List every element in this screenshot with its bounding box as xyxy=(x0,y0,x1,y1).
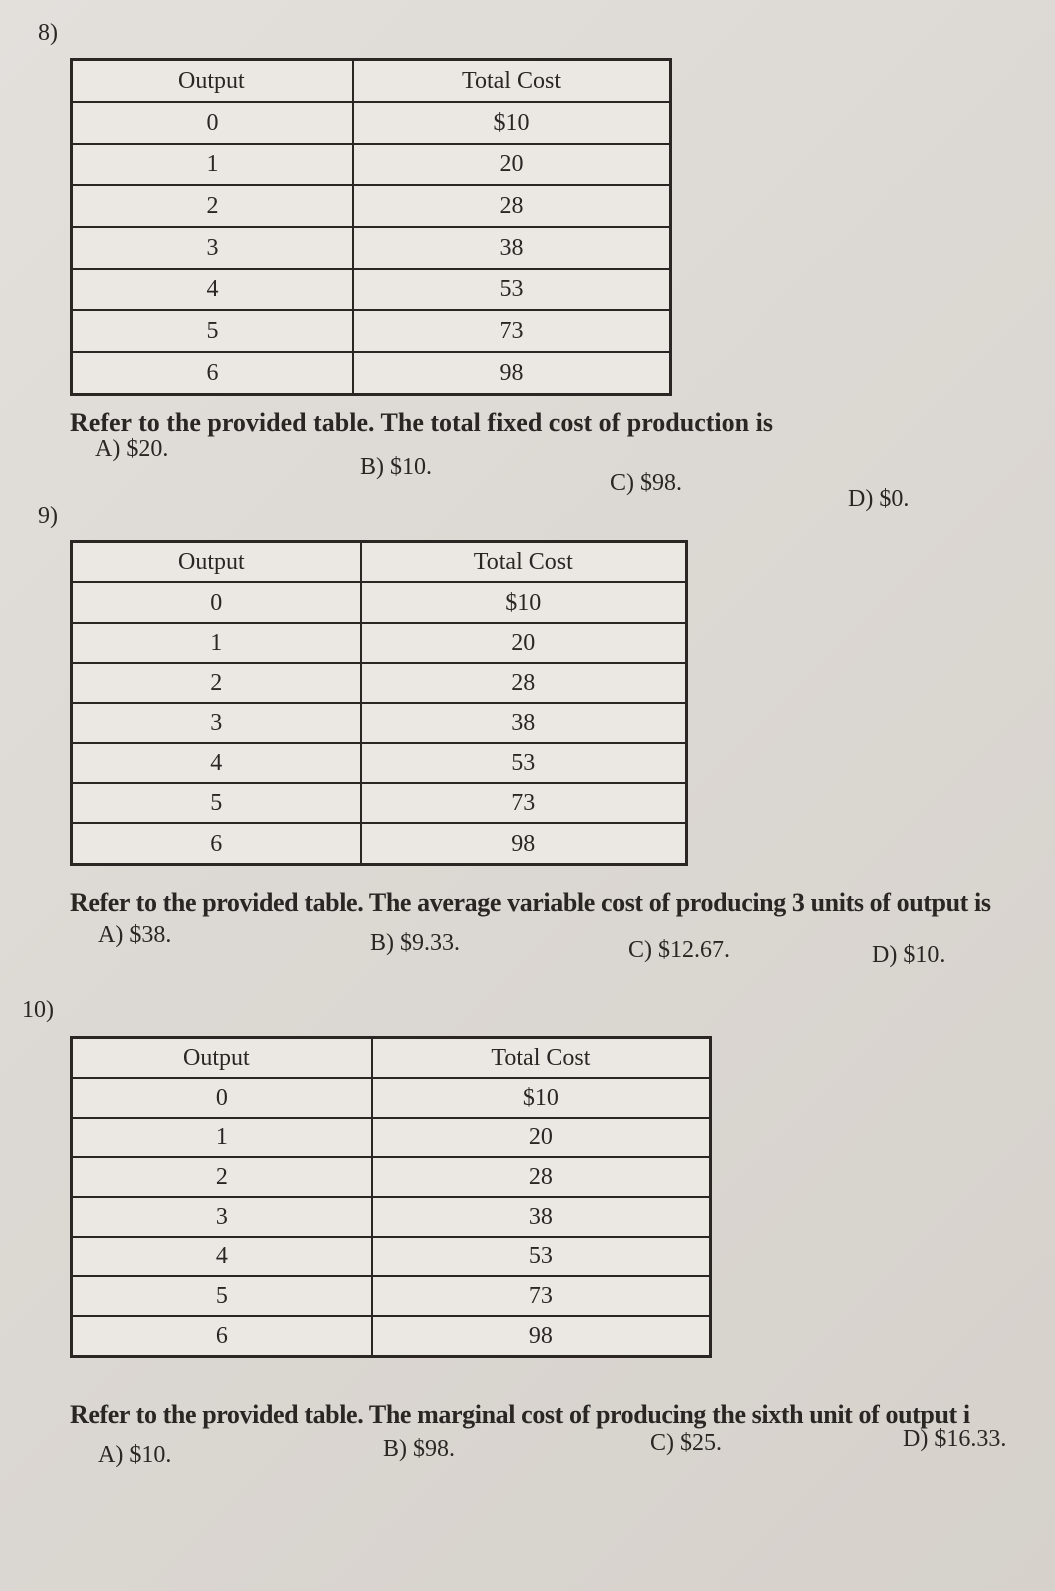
total-cost-cell: 98 xyxy=(361,823,687,864)
question-10-option-b[interactable]: B) $98. xyxy=(383,1436,455,1462)
output-cell: 3 xyxy=(72,227,354,269)
question-10-table xyxy=(70,1036,712,1358)
question-10-prompt: Refer to the provided table. The marginal cost of producing the sixth unit of output i xyxy=(70,1400,970,1429)
total-cost-cell: 98 xyxy=(353,352,670,395)
table-row xyxy=(72,1316,711,1357)
table-row xyxy=(72,743,687,783)
output-cell: 0 xyxy=(72,102,354,144)
output-cell: 4 xyxy=(72,269,354,311)
table-row xyxy=(72,582,687,622)
output-cell: 5 xyxy=(72,1276,372,1316)
output-cell: 1 xyxy=(72,623,361,663)
table-row xyxy=(72,1276,711,1316)
question-9-option-b[interactable]: B) $9.33. xyxy=(370,930,460,956)
output-cell: 6 xyxy=(72,1316,372,1357)
table-row xyxy=(72,227,671,269)
question-8-option-c[interactable]: C) $98. xyxy=(610,470,682,496)
question-9-option-a[interactable]: A) $38. xyxy=(98,922,172,948)
total-cost-cell: 38 xyxy=(353,227,670,269)
question-10-number: 10) xyxy=(22,997,54,1023)
header-total-cost: Total Cost xyxy=(353,60,670,102)
header-total-cost: Total Cost xyxy=(372,1038,711,1078)
header-total-cost: Total Cost xyxy=(361,542,687,583)
table-row xyxy=(72,185,671,227)
output-cell: 1 xyxy=(72,144,354,186)
table-row xyxy=(72,269,671,311)
output-cell: 0 xyxy=(72,1078,372,1118)
table-header-row xyxy=(72,542,687,583)
output-cell: 2 xyxy=(72,1157,372,1197)
question-8-option-d[interactable]: D) $0. xyxy=(848,486,910,512)
question-9-table xyxy=(70,540,688,866)
output-cell: 2 xyxy=(72,185,354,227)
table-row xyxy=(72,1237,711,1277)
total-cost-cell: 73 xyxy=(372,1276,711,1316)
output-cell: 3 xyxy=(72,1197,372,1237)
output-cell: 3 xyxy=(72,703,361,743)
question-10-option-d[interactable]: D) $16.33. xyxy=(903,1426,1007,1452)
total-cost-cell: 73 xyxy=(353,310,670,352)
output-cell: 4 xyxy=(72,1237,372,1277)
total-cost-cell: 38 xyxy=(372,1197,711,1237)
total-cost-cell: 20 xyxy=(361,623,687,663)
total-cost-cell: 28 xyxy=(353,185,670,227)
table-row xyxy=(72,102,671,144)
total-cost-cell: 28 xyxy=(372,1157,711,1197)
question-8-table xyxy=(70,58,672,396)
question-9-number: 9) xyxy=(38,503,58,529)
question-10-option-a[interactable]: A) $10. xyxy=(98,1442,172,1468)
total-cost-cell: 98 xyxy=(372,1316,711,1357)
table-row xyxy=(72,1078,711,1118)
question-8-number: 8) xyxy=(38,20,58,46)
table-row xyxy=(72,1118,711,1158)
question-8-option-a[interactable]: A) $20. xyxy=(95,436,169,462)
output-cell: 0 xyxy=(72,582,361,622)
table-row xyxy=(72,623,687,663)
total-cost-cell: $10 xyxy=(372,1078,711,1118)
output-cell: 4 xyxy=(72,743,361,783)
total-cost-cell: $10 xyxy=(353,102,670,144)
total-cost-cell: 53 xyxy=(372,1237,711,1277)
total-cost-cell: 28 xyxy=(361,663,687,703)
table-header-row xyxy=(72,1038,711,1078)
table-row xyxy=(72,310,671,352)
header-output: Output xyxy=(72,1038,372,1078)
question-9-option-c[interactable]: C) $12.67. xyxy=(628,937,730,963)
total-cost-cell: 53 xyxy=(361,743,687,783)
question-10-option-c[interactable]: C) $25. xyxy=(650,1430,722,1456)
total-cost-cell: 53 xyxy=(353,269,670,311)
table-row xyxy=(72,783,687,823)
table-row xyxy=(72,1197,711,1237)
table-row xyxy=(72,663,687,703)
table-header-row xyxy=(72,60,671,102)
question-9-prompt: Refer to the provided table. The average variable cost of producing 3 units of output is xyxy=(70,888,991,917)
output-cell: 6 xyxy=(72,823,361,864)
table-row xyxy=(72,352,671,395)
output-cell: 5 xyxy=(72,783,361,823)
table-row xyxy=(72,703,687,743)
output-cell: 2 xyxy=(72,663,361,703)
output-cell: 6 xyxy=(72,352,354,395)
total-cost-cell: 73 xyxy=(361,783,687,823)
total-cost-cell: 20 xyxy=(372,1118,711,1158)
table-row xyxy=(72,144,671,186)
question-8-option-b[interactable]: B) $10. xyxy=(360,454,432,480)
output-cell: 5 xyxy=(72,310,354,352)
table-row xyxy=(72,1157,711,1197)
table-row xyxy=(72,823,687,864)
header-output: Output xyxy=(72,542,361,583)
header-output: Output xyxy=(72,60,354,102)
output-cell: 1 xyxy=(72,1118,372,1158)
total-cost-cell: $10 xyxy=(361,582,687,622)
total-cost-cell: 38 xyxy=(361,703,687,743)
question-8-prompt: Refer to the provided table. The total fixed cost of production is xyxy=(70,408,773,437)
question-9-option-d[interactable]: D) $10. xyxy=(872,942,946,968)
total-cost-cell: 20 xyxy=(353,144,670,186)
